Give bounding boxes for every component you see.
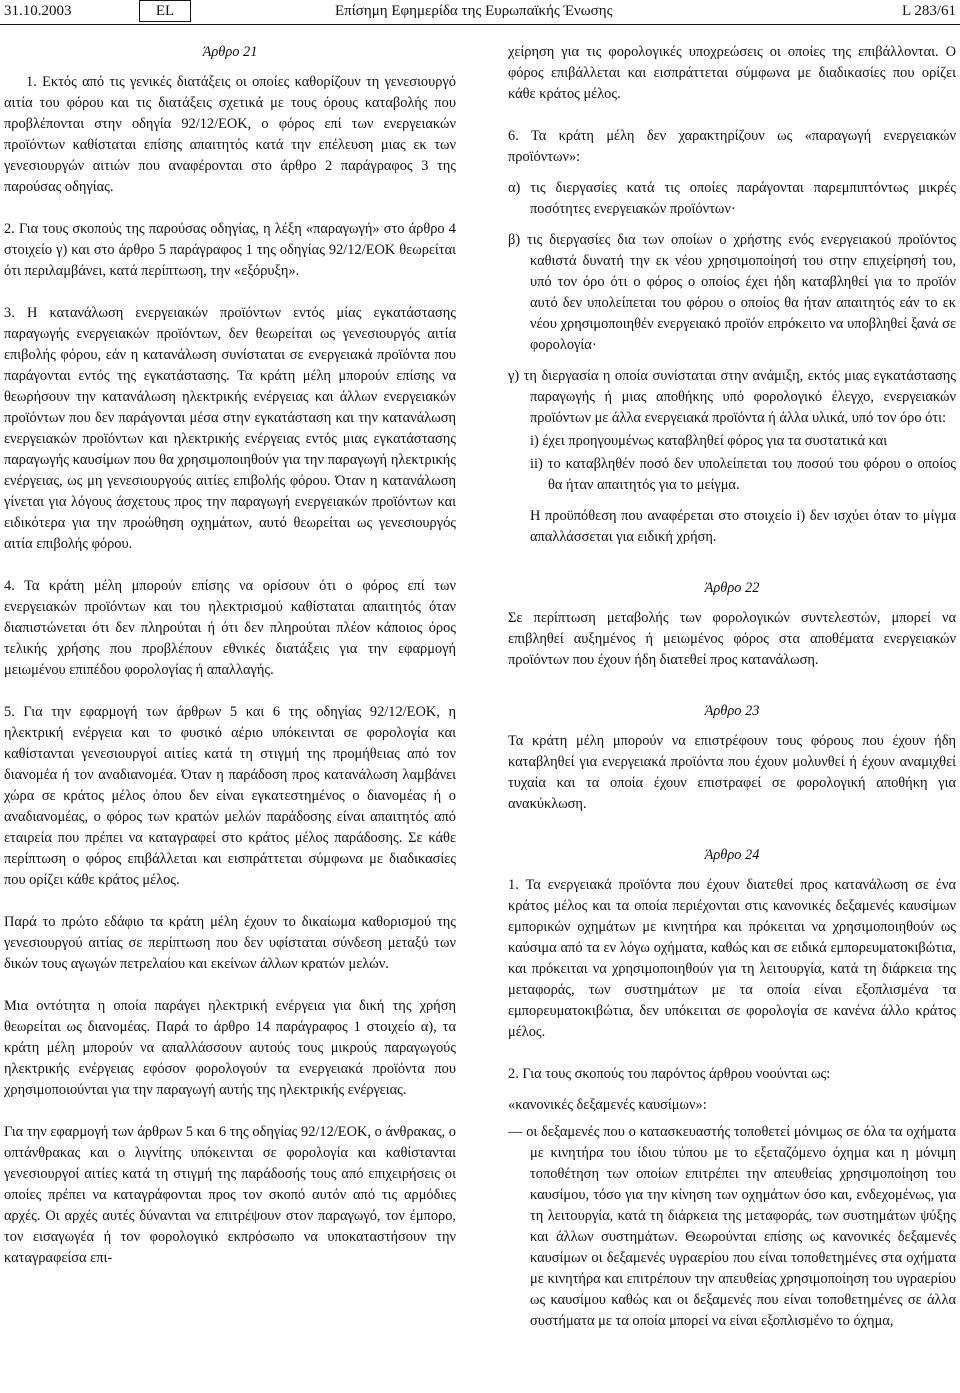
paragraph-21-5-third: Μια οντότητα η οποία παράγει ηλεκτρική ενέργεια για δική της χρήση θεωρείται ως διανομέας. Παρά το άρθρο 14 παράγραφος 1 στοιχείο α), τα κράτη μέλη μπορούν να απαλλάσσουν αυτούς τους μικρούς παραγωγούς ηλεκτρικής ενέργειας εφόσον φορολογούν τα ενεργειακά προϊόντα που χρησιμοποιούνται για την παραγωγή αυτής της ηλεκτρικής ενέργειας.: [4, 998, 456, 1098]
article-24-paragraph-1: 1. Τα ενεργειακά προϊόντα που έχουν διατεθεί προς κατανάλωση σε ένα κράτος μέλος και τα οποία περιέχονται στις κανονικές δεξαμενές καυσίμων εμπορικών οχημάτων με κινητήρα και πρόκειται να χρησιμοποιηθούν ως καύσιμα από τα εν λόγω οχήματα, καθώς και σε ειδικά εμπορευματοκιβώτια, και πρόκειται να χρησιμοποιηθούν για τη λειτουργία, κατά τη διάρκεια της μεταφοράς, των συστημάτων με τα οποία είναι εξοπλισμένα τα εμπορευματοκιβώτια, δεν υπόκειται σε φορολογία σε κανένα άλλο κράτος μέλος.: [508, 877, 956, 1040]
article-22-title: Άρθρο 22: [704, 580, 760, 596]
list-item-a: α) τις διεργασίες κατά τις οποίες παράγονται παρεμπιπτόντως μικρές ποσότητες ενεργειακών προϊόντων·: [508, 180, 956, 217]
paragraph-21-2: 2. Για τους σκοπούς της παρούσας οδηγίας, η λέξη «παραγωγή» στο άρθρο 4 στοιχείο γ) και στο άρθρο 5 παράγραφος 1 της οδηγίας 92/12/ΕΟΚ θεωρείται ότι περιλαμβάνει, κατά περίπτωση, την «εξόρυξη».: [4, 221, 456, 279]
list-item-c-i: i) έχει προηγουμένως καταβληθεί φόρος για τα συστατικά και: [530, 433, 888, 449]
paragraph-21-3: 3. Η κατανάλωση ενεργειακών προϊόντων εντός μίας εγκατάστασης παραγωγής ενεργειακών προϊόντων, δεν θεωρείται ως γενεσιουργός αιτία επιβολής φόρου, εάν η κατανάλωση συνίσταται σε ενεργειακά προϊόντα που παράγονται εντός της εγκατάστασης. Τα κράτη μέλη μπορούν επίσης να θεωρήσουν την κατανάλωση ηλεκτρικής ενέργειας και άλλων ενεργειακών προϊόντων που δεν παράγονται μέσα στην εγκατάσταση και την κατανάλωση ενεργειακών προϊόντων και ηλεκτρικής ενέργειας εντός μιας εγκατάστασης παραγωγής καυσίμων που θα χρησιμοποιηθούν για την παραγωγή ηλεκτρικής ενέργειας, ως μη γενεσιουργούς αιτίες επιβολής φόρου. Όταν η κατανάλωση γίνεται για λόγους άσχετους προς την παραγωγή ενεργειακών προϊόντων και ειδικότερα για την προώθηση οχημάτων, αυτό θεωρείται ως γενεσιουργός αιτία επιβολής φόρου.: [4, 305, 456, 552]
list-item-c: γ) τη διεργασία η οποία συνίσταται στην ανάμιξη, εκτός μιας εγκατάστασης παραγωγής ή μιας αποθήκης υπό φορολογικό έλεγχο, ενεργειακών προϊόντων με άλλα ενεργειακά προϊόντα ή άλλα υλικά, υπό τον όρο ότι:: [508, 368, 956, 426]
definition-term: «κανονικές δεξαμενές καυσίμων»:: [508, 1097, 707, 1113]
article-22-text: Σε περίπτωση μεταβολής των φορολογικών συντελεστών, μπορεί να επιβληθεί αυξημένος ή μειωμένος φόρος στα αποθέματα ενεργειακών προϊόντων που έχουν ήδη διατεθεί προς κατανάλωση.: [508, 610, 956, 668]
article-23-text: Τα κράτη μέλη μπορούν να επιστρέφουν τους φόρους που έχουν ήδη καταβληθεί για ενεργειακά προϊόντα που έχουν μολυνθεί ή έχουν αναμιχθεί τυχαία και τα οποία έχουν επιστραφεί σε φορολογική αποθήκη για ανακύκλωση.: [508, 733, 956, 812]
paragraph-21-1: 1. Εκτός από τις γενικές διατάξεις οι οποίες καθορίζουν τη γενεσιουργό αιτία του φόρου και τις διατάξεις σχετικά με τους όρους καταβολής που προβλέπονται στην οδηγία 92/12/ΕΟΚ, ο φόρος επί των ενεργειακών προϊόντων καθίσταται επίσης απαιτητός κατά την επέλευση μιας εκ των γενεσιουργών αιτιών που αναφέρονται στο άρθρο 2 παράγραφος 3 της παρούσας οδηγίας.: [4, 74, 456, 195]
definition-text: — οι δεξαμενές που ο κατασκευαστής τοποθετεί μόνιμως σε όλα τα οχήματα με κινητήρα του ίδιου τύπου με το εξεταζόμενο όχημα και η μόνιμη τοποθέτηση των οποίων επιτρέπει την απευθείας χρησιμοποίηση του καυσίμου, τόσο για την κίνηση των οχημάτων όσο και, ενδεχομένως, για τη λειτουργία, κατά τη διάρκεια της μεταφοράς, των συστημάτων ψύξης και άλλων συστημάτων. Θεωρούνται επίσης ως κανονικές δεξαμενές καυσίμων οι δεξαμενές υγραερίου που είναι τοποθετημένες στα οχήματα με κινητήρα και επιτρέπουν την απευθείας χρησιμοποίηση του υγραερίου ως καυσίμου καθώς και οι δεξαμενές που είναι τοποθετημένες σε άλλα συστήματα με τα οποία μπορεί να είναι εξοπλισμένο το όχημα,: [508, 1124, 956, 1329]
left-column: [4, 42, 456, 1269]
article-24-title: Άρθρο 24: [704, 847, 760, 863]
list-item-b: β) τις διεργασίες δια των οποίων ο χρήστης ενός ενεργειακού προϊόντος καθιστά δυνατή την εκ νέου χρησιμοποίησή του στην επιχείρησή του, υπό τον όρο ότι ο φόρος ο οποίος έχει ήδη καταβληθεί για το προϊόν αυτό δεν υπολείπεται του φόρου ο οποίος θα ήταν απαιτητός εάν το εκ νέου χρησιμοποιηθέν ενεργειακό προϊόν επρόκειτο να υποβληθεί ξανά σε φορολογία·: [508, 232, 956, 353]
list-item-c-note: Η προϋπόθεση που αναφέρεται στο στοιχείο i) δεν ισχύει όταν το μίγμα απαλλάσσεται για ειδική χρήση.: [530, 508, 956, 545]
page-reference: L 283/61: [901, 3, 956, 19]
paragraph-continuation: χείρηση για τις φορολογικές υποχρεώσεις οι οποίες της επιβάλλονται. Ο φόρος επιβάλλεται και εισπράττεται σύμφωνα με διαδικασίες που ορίζει κάθε κράτος μέλος.: [508, 44, 956, 102]
paragraph-21-5: 5. Για την εφαρμογή των άρθρων 5 και 6 της οδηγίας 92/12/ΕΟΚ, η ηλεκτρική ενέργεια και το φυσικό αέριο υπόκεινται σε φορολογία και καθίστανται γενεσιουργοί αιτίες κατά τη στιγμή της προμήθειας από τον διανομέα ή τον αναδιανομέα. Όταν η παράδοση προς κατανάλωση λαμβάνει χώρα σε κράτος μέλος όπου δεν είναι εγκατεστημένος ο διανομέας ή ο αναδιανομέας, ο φόρος των κρατών μελών παράδοσης είναι απαιτητός από εταιρεία που πρέπει να καταγραφεί στο κράτος μέλος παράδοσης. Σε κάθε περίπτωση ο φόρος επιβάλλεται και εισπράττεται σύμφωνα με διαδικασίες που ορίζει κάθε κράτος μέλος.: [4, 704, 456, 888]
header-rule: [0, 24, 960, 25]
journal-title: Επίσημη Εφημερίδα της Ευρωπαϊκής Ένωσης: [335, 3, 613, 19]
article-24-paragraph-2: 2. Για τους σκοπούς του παρόντος άρθρου νοούνται ως:: [508, 1066, 831, 1082]
paragraph-21-5-second: Παρά το πρώτο εδάφιο τα κράτη μέλη έχουν το δικαίωμα καθορισμού της γενεσιουργού αιτίας σε περίπτωση που δεν υφίσταται σύνδεση μεταξύ των δικών τους αγωγών πετρελαίου και εκείνων άλλων κρατών μελών.: [4, 914, 456, 972]
paragraph-21-5-fourth: Για την εφαρμογή των άρθρων 5 και 6 της οδηγίας 92/12/ΕΟΚ, ο άνθρακας, ο οπτάνθρακας και ο λιγνίτης υπόκεινται σε φορολογία και καθίστανται γενεσιουργοί αιτίες κατά τη στιγμή της παράδοσής τους από επιχειρήσεις οι οποίες πρέπει να καταγράφονται προς τον σκοπό αυτόν από τις αρμόδιες αρχές. Οι αρχές αυτές δύνανται να επιτρέψουν στον παραγωγό, τον έμπορο, τον εισαγωγέα ή τον φορολογικό εκπρόσωπο να υποκαταστήσουν την καταγραφείσα επι-: [4, 1124, 456, 1266]
right-column: [508, 42, 956, 1332]
paragraph-21-6: 6. Τα κράτη μέλη δεν χαρακτηρίζουν ως «παραγωγή ενεργειακών προϊόντων»:: [508, 128, 956, 165]
page-header: [0, 0, 960, 26]
paragraph-21-4: 4. Τα κράτη μέλη μπορούν επίσης να ορίσουν ότι ο φόρος επί των ενεργειακών προϊόντων και του ηλεκτρισμού καθίσταται απαιτητός όταν διαπιστώνεται ότι δεν πληρούται ή ότι δεν πληρούται πλέον κάποιος όρος τελικής χρήσης που προβλέπουν εθνικές διατάξεις για την εφαρμογή μειωμένου επιπέδου φορολογίας ή απαλλαγής.: [4, 578, 456, 678]
article-21-title: Άρθρο 21: [202, 44, 258, 60]
article-23-title: Άρθρο 23: [704, 703, 760, 719]
header-date: 31.10.2003: [4, 3, 72, 19]
list-item-c-ii: ii) το καταβληθέν ποσό δεν υπολείπεται του ποσού του φόρου ο οποίος θα ήταν απαιτητός για το μείγμα.: [530, 456, 956, 493]
language-badge: EL: [139, 0, 191, 22]
